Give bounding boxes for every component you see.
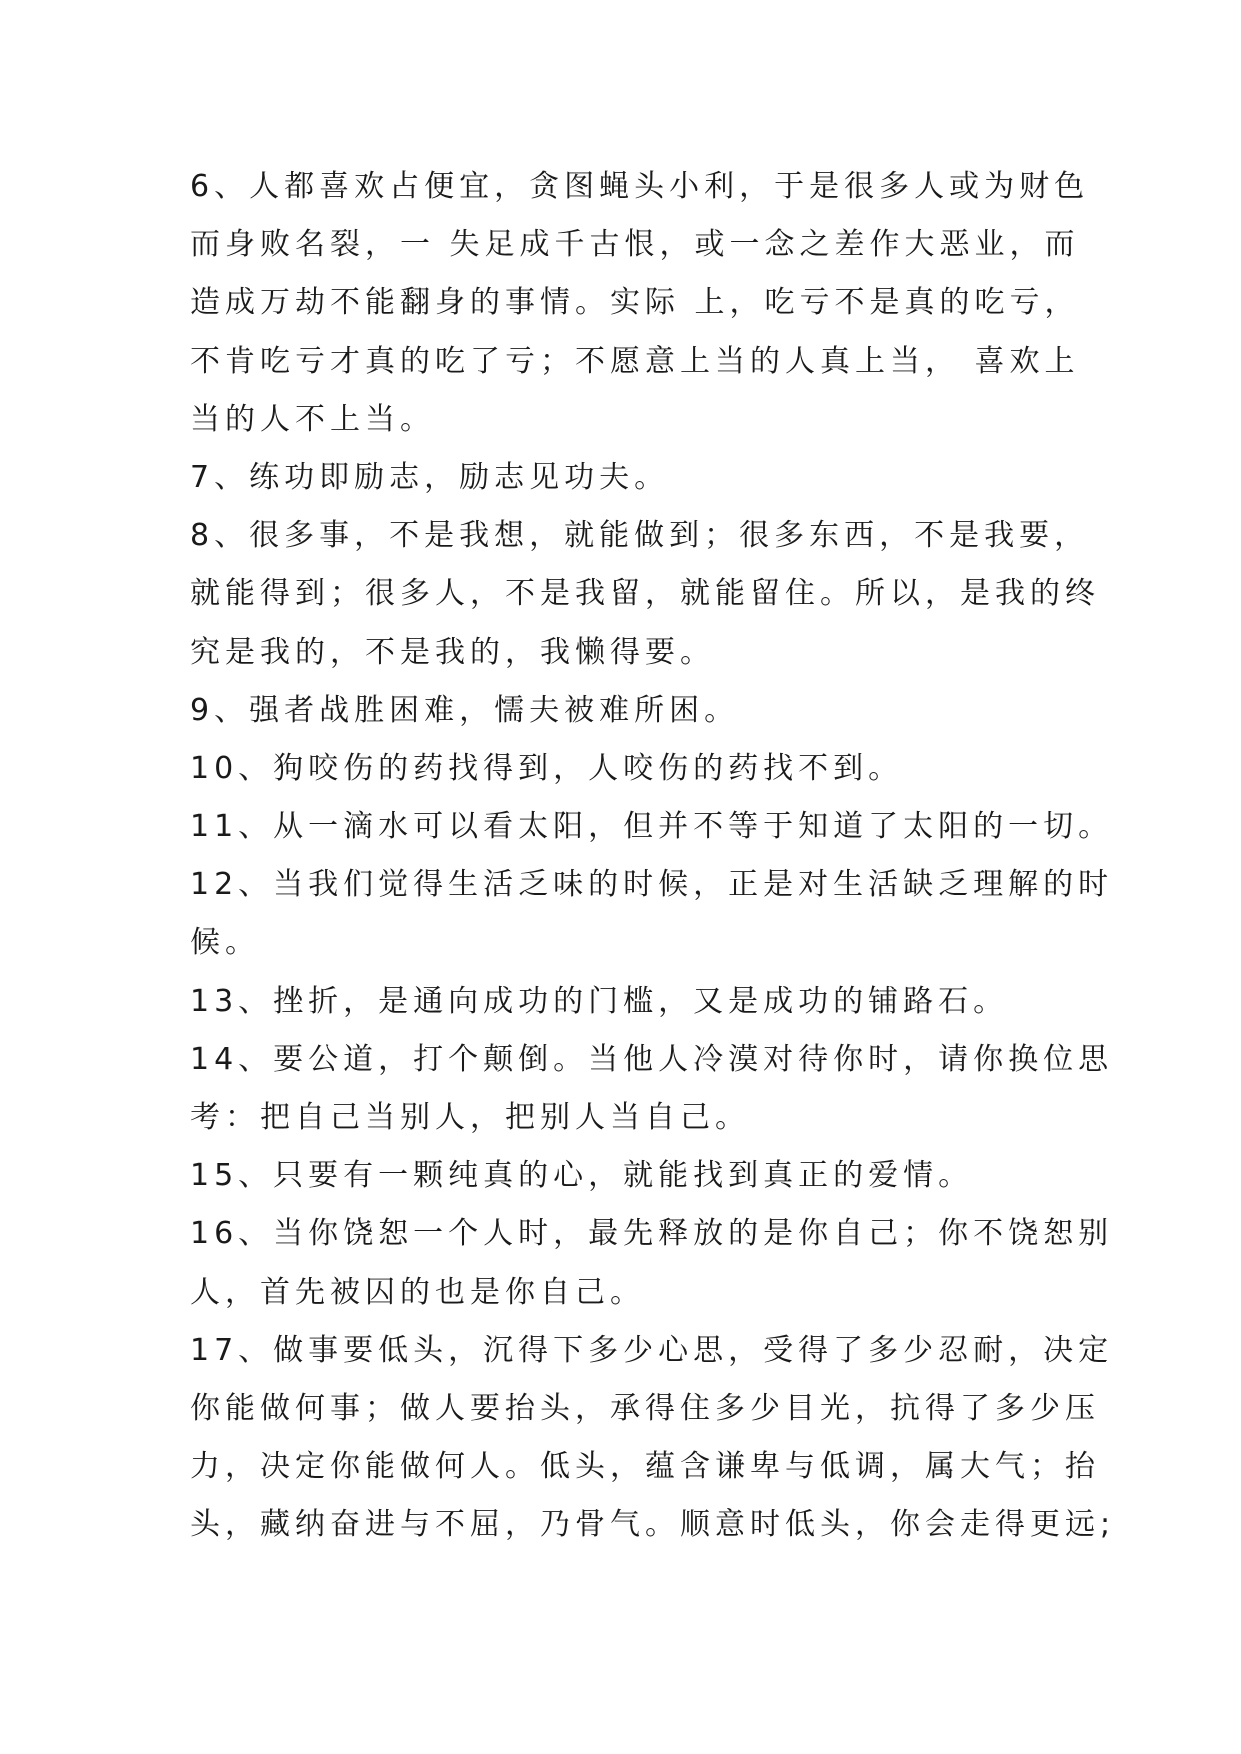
document-body (190, 158, 1116, 1555)
text-line: 就能得到；很多人，不是我留，就能留住。所以，是我的终 (190, 576, 1100, 612)
text-line: 造成万劫不能翻身的事情。实际 上，吃亏不是真的吃亏， (190, 285, 1080, 321)
text-line: 12、当我们觉得生活乏味的时候，正是对生活缺乏理解的时 (190, 867, 1114, 903)
text-line: 6、人都喜欢占便宜，贪图蝇头小利，于是很多人或为财色 (190, 169, 1090, 204)
text-line: 究是我的，不是我的，我懒得要。 (190, 634, 715, 670)
text-line: 人，首先被囚的也是你自己。 (190, 1274, 645, 1310)
text-line: 不肯吃亏才真的吃了亏；不愿意上当的人真上当， 喜欢上 (190, 343, 1080, 379)
text-line: 9、强者战胜困难，懦夫被难所困。 (190, 692, 740, 728)
text-line: 当的人不上当。 (190, 401, 435, 437)
text-line: 7、练功即励志，励志见功夫。 (190, 459, 670, 495)
text-line: 8、很多事，不是我想，就能做到；很多东西，不是我要， (190, 518, 1090, 554)
text-line: 11、从一滴水可以看太阳，但并不等于知道了太阳的一切。 (190, 809, 1114, 845)
text-line: 头，藏纳奋进与不屈，乃骨气。顺意时低头，你会走得更远; (190, 1507, 1116, 1543)
text-line: 14、要公道，打个颠倒。当他人冷漠对待你时，请你换位思 (190, 1041, 1114, 1077)
text-line: 考：把自己当别人，把别人当自己。 (190, 1100, 750, 1135)
text-line: 16、当你饶恕一个人时，最先释放的是你自己；你不饶恕别 (190, 1216, 1114, 1252)
text-line: 13、挫折，是通向成功的门槛，又是成功的铺路石。 (190, 983, 1009, 1019)
text-line: 15、只要有一颗纯真的心，就能找到真正的爱情。 (190, 1158, 974, 1194)
text-line: 力，决定你能做何人。低头，蕴含谦卑与低调，属大气；抬 (190, 1449, 1100, 1485)
text-line: 17、做事要低头，沉得下多少心思，受得了多少忍耐，决定 (190, 1332, 1114, 1368)
text-line: 候。 (190, 925, 260, 961)
text-line: 10、狗咬伤的药找得到，人咬伤的药找不到。 (190, 750, 904, 786)
text-line: 你能做何事；做人要抬头，承得住多少目光，抗得了多少压 (190, 1390, 1100, 1426)
text-line: 而身败名裂，一 失足成千古恨，或一念之差作大恶业，而 (190, 227, 1080, 263)
